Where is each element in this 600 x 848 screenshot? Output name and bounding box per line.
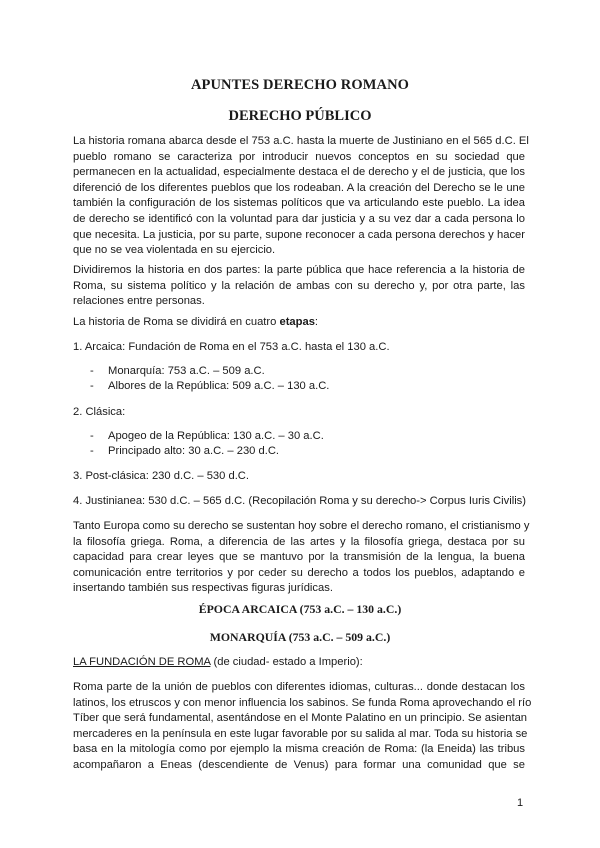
list-item — [90, 444, 279, 460]
stages-intro-text: La historia de Roma se dividirá en cuatro — [73, 316, 280, 328]
stage-justinian: 4. Justinianea: 530 d.C. – 565 d.C. (Recopilación Roma y su derecho-> Corpus Iuris Civilis) — [73, 495, 526, 507]
division-line: relaciones entre personas. — [73, 295, 205, 308]
intro-line: que no se vea violentada en su ejercicio. — [73, 244, 276, 257]
foundation-line: mercaderes en la península en este lugar favorable por su salida al mar. Toda su historia se — [73, 727, 528, 740]
europe-line: comunicación entre territorios y por ceder su derecho a todos los pueblos, adaptando e — [73, 566, 525, 579]
dash-bullet: - — [90, 445, 94, 457]
section-monarchy: MONARQUÍA (753 a.C. – 509 a.C.) — [209, 630, 391, 644]
intro-line: de derecho se identificó con la voluntad para dar justicia y a su vez dar a cada persona lo — [73, 212, 525, 225]
document-title: APUNTES DERECHO ROMANO — [190, 77, 410, 93]
foundation-line: acompañaron a Eneas (descendiente de Venus) para formar una comunidad que se — [73, 758, 525, 771]
list-item-text: Monarquía: 753 a.C. – 509 a.C. — [108, 365, 265, 377]
intro-line: que necesita. La justicia, por su parte, supone reconocer a cada persona derechos y hacer — [73, 228, 525, 241]
foundation-heading-rest: (de ciudad- estado a Imperio): — [210, 656, 363, 668]
list-item — [90, 364, 265, 380]
europe-line: Tanto Europa como su derecho se sustentan hoy sobre el derecho romano, el cristianismo y — [73, 520, 530, 532]
europe-line: capacidad para crear leyes que se mantuvo por la transmisión de la lengua, la buena — [73, 551, 525, 564]
stage-archaic: 1. Arcaica: Fundación de Roma en el 753 a.C. hasta el 130 a.C. — [73, 341, 390, 353]
stages-intro-bold: etapas — [279, 316, 315, 328]
division-line: Dividiremos la historia en dos partes: la parte pública que hace referencia a la historia de — [73, 264, 525, 276]
intro-line: permanecen en la actualidad, especialmente destaca el de derecho y el de justicia, que los — [73, 166, 525, 179]
dash-bullet: - — [90, 430, 94, 442]
foundation-line: basa en la mitología como por ejemplo la misma creación de Roma: (la Eneida) las tribus — [73, 743, 525, 756]
intro-line: La historia romana abarca desde el 753 a.C. hasta la muerte de Justiniano en el 565 d.C. El — [73, 135, 529, 147]
list-item-text: Principado alto: 30 a.C. – 230 d.C. — [108, 445, 280, 457]
list-item-text: Apogeo de la República: 130 a.C. – 30 a.C. — [108, 430, 324, 442]
list-item — [90, 429, 324, 445]
foundation-line: Tíber que será fundamental, asentándose en el Monte Palatino en un principio. Se asientan — [73, 712, 528, 725]
division-paragraph — [73, 263, 525, 310]
intro-line: también la configuración de los sistemas políticos que va articulando este pueblo. La idea — [73, 197, 525, 210]
dash-bullet: - — [90, 365, 94, 377]
division-line: Roma, su sistema político y la relación de ambas con su derecho y, por otra parte, las — [73, 279, 525, 292]
europe-line: insertando también sus respectivas figuras jurídicas. — [73, 582, 333, 595]
stages-intro-end: : — [314, 316, 319, 328]
europe-line: la filosofía griega. Roma, a diferencia de las artes y la filosofía griega, destaca por su — [73, 535, 525, 548]
stage-post-classic: 3. Post-clásica: 230 d.C. – 530 d.C. — [73, 470, 249, 482]
page-number: 1 — [517, 797, 524, 809]
intro-line: diferenció de los diferentes pueblos que los rodeaban. A la creación del Derecho se le une — [73, 181, 525, 194]
dash-bullet: - — [90, 380, 94, 392]
intro-line: pueblo romano se caracteriza por introducir nuevos conceptos en su sociedad que — [73, 150, 525, 163]
list-item — [90, 379, 329, 395]
foundation-line: latinos, los etruscos y con menor influencia los sabinos. Se funda Roma aprovechando el río — [73, 696, 532, 709]
foundation-heading-underlined: LA FUNDACIÓN DE ROMA — [73, 656, 211, 668]
stages-intro — [73, 315, 318, 331]
europe-paragraph — [73, 519, 530, 597]
foundation-line: Roma parte de la unión de pueblos con diferentes idiomas, culturas... donde destacan los — [73, 681, 525, 693]
list-item-text: Albores de la República: 509 a.C. – 130 a.C. — [108, 380, 330, 392]
intro-paragraph — [73, 134, 529, 259]
section-title-public-law: DERECHO PÚBLICO — [228, 108, 372, 124]
foundation-paragraph — [73, 680, 532, 774]
section-archaic-era: ÉPOCA ARCAICA (753 a.C. – 130 a.C.) — [198, 602, 402, 616]
stage-classic: 2. Clásica: — [73, 406, 126, 418]
foundation-heading — [73, 655, 363, 671]
